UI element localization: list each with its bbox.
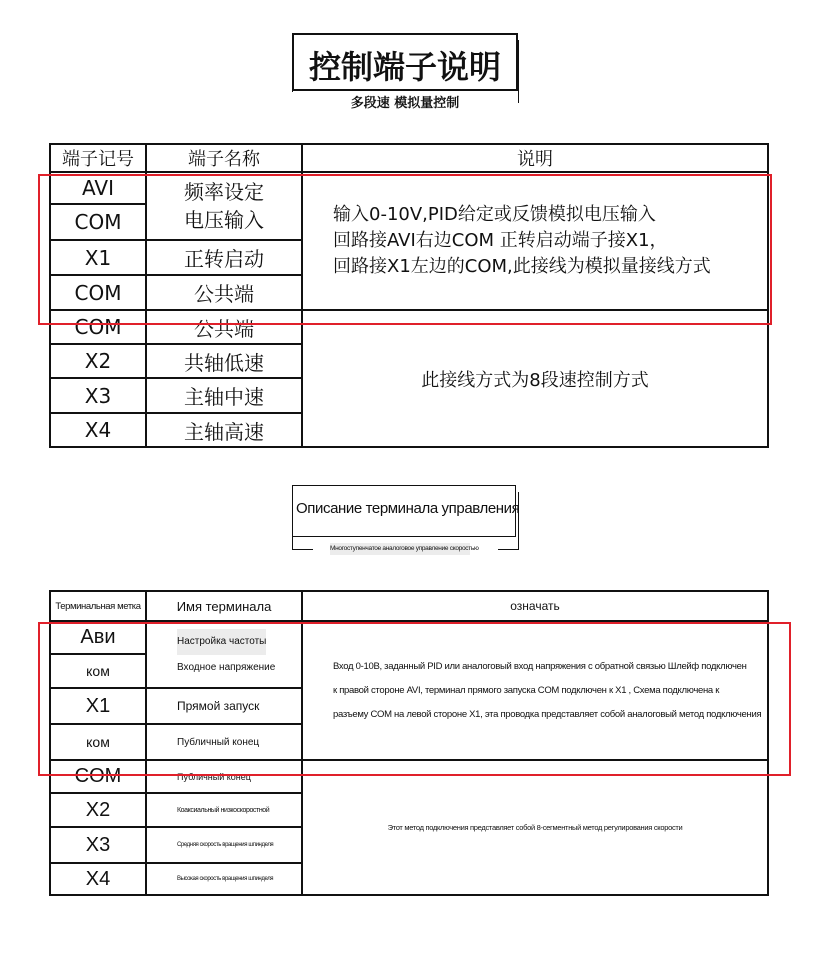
page-subtitle-cn: 多段速 模拟量控制 — [292, 92, 518, 111]
terminal-code: X4 — [50, 413, 146, 447]
terminal-code: COM — [50, 310, 146, 344]
description-line: Вход 0-10В, заданный PID или аналоговый вход напряжения с обратной связью Шлейф подключен — [333, 660, 747, 672]
terminal-name-line: Входное напряжение — [177, 661, 276, 673]
terminal-name: Прямой запуск — [146, 688, 302, 724]
terminal-name: Публичный конец — [146, 760, 302, 793]
terminal-code: COM — [50, 204, 146, 240]
terminal-description: Этот метод подключения представляет собой 8-сегментный метод регулирования скорости — [302, 760, 768, 895]
terminal-name: 主轴高速 — [146, 413, 302, 447]
terminal-name: 公共端 — [146, 310, 302, 344]
terminal-description — [302, 172, 768, 310]
table-header-row — [50, 591, 768, 621]
header-code: 端子记号 — [50, 144, 146, 172]
terminal-name-line: Настройка частоты — [177, 629, 266, 655]
terminal-code: X3 — [50, 827, 146, 863]
header-desc: означать — [302, 591, 768, 621]
terminal-code: COM — [50, 275, 146, 310]
terminal-description — [302, 621, 768, 760]
header-code: Терминальная метка — [50, 591, 146, 621]
terminal-name: 公共端 — [146, 275, 302, 310]
terminal-description: 此接线方式为8段速控制方式 — [302, 310, 768, 447]
terminal-name-line: 频率设定 — [184, 180, 264, 204]
description-line: 输入0-10V,PID给定或反馈模拟电压输入 — [333, 204, 656, 225]
terminal-name — [146, 621, 302, 688]
terminal-code: ком — [50, 724, 146, 760]
description-line: к правой стороне AVI, терминал прямого запуска COM подключен к X1 , Схема подключена к — [333, 684, 720, 696]
terminal-name-line: 电压输入 — [184, 208, 264, 232]
page-title-cn: 控制端子说明 — [308, 48, 501, 86]
header-name: 端子名称 — [146, 144, 302, 172]
page-title-ru: Описание терминала управления — [296, 500, 520, 517]
description-line: 回路接X1左边的COM,此接线为模拟量接线方式 — [333, 256, 711, 277]
table-row — [50, 760, 768, 793]
table-header-row — [50, 144, 768, 172]
terminal-name — [146, 172, 302, 240]
table-row — [50, 172, 768, 204]
terminal-code: X2 — [50, 344, 146, 378]
header-name: Имя терминала — [146, 591, 302, 621]
terminal-code: X1 — [50, 688, 146, 724]
terminal-name: Высокая скорость вращения шпинделя — [146, 863, 302, 895]
terminal-code: X1 — [50, 240, 146, 275]
terminal-code: ком — [50, 654, 146, 688]
description-line: 回路接AVI右边COM 正转启动端子接X1， — [333, 230, 668, 251]
terminal-table-ru — [49, 590, 769, 896]
terminal-code: X2 — [50, 793, 146, 827]
terminal-name: 正转启动 — [146, 240, 302, 275]
terminal-table-cn — [49, 143, 769, 448]
table-row — [50, 621, 768, 654]
terminal-code: X4 — [50, 863, 146, 895]
terminal-name: Средняя скорость вращения шпинделя — [146, 827, 302, 863]
terminal-code: X3 — [50, 378, 146, 413]
terminal-name: Публичный конец — [146, 724, 302, 760]
description-line: разъему COM на левой стороне X1, эта проводка представляет собой аналоговый метод подключения — [333, 708, 762, 720]
terminal-name: 共轴低速 — [146, 344, 302, 378]
terminal-code: AVI — [50, 172, 146, 204]
header-desc: 说明 — [302, 144, 768, 172]
terminal-name: 主轴中速 — [146, 378, 302, 413]
page-subtitle-ru: Многоступенчатое аналоговое управление скоростью — [330, 543, 470, 555]
terminal-code: COM — [50, 760, 146, 793]
table-row — [50, 310, 768, 344]
terminal-code: Ави — [50, 621, 146, 654]
terminal-name: Коаксиальный низкоскоростной — [146, 793, 302, 827]
